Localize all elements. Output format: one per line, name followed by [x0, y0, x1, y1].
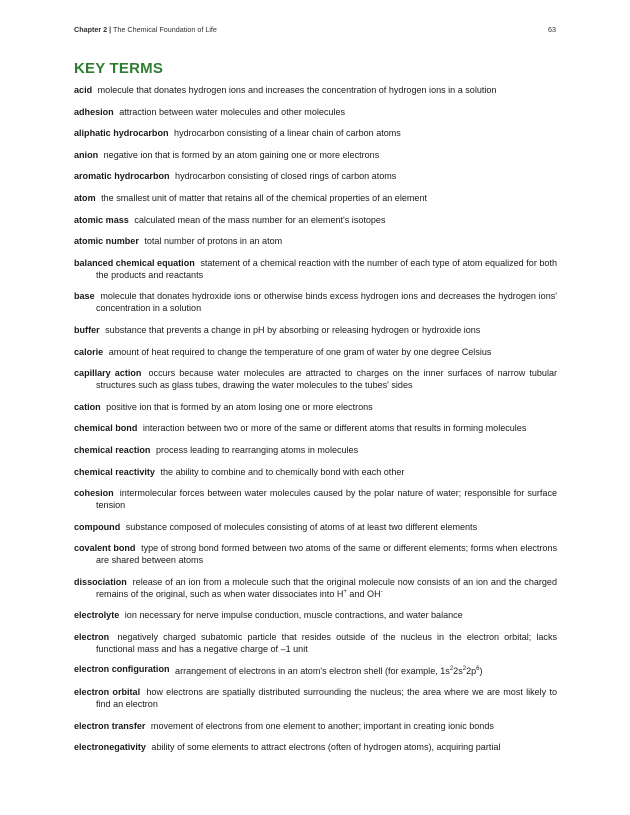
term: atomic number: [74, 236, 139, 247]
definition-text: ): [479, 665, 483, 676]
definition: substance that prevents a change in pH by absorbing or releasing hydrogen or hydroxide ions: [105, 324, 481, 335]
chapter-label: [74, 25, 217, 34]
definition: molecule that donates hydroxide ions or otherwise binds excess hydrogen ions and decreases the hydrogen ions' concentration in a solution: [96, 291, 557, 314]
glossary-entry: [74, 214, 557, 226]
glossary-entry: [74, 609, 557, 621]
definition: attraction between water molecules and other molecules: [119, 106, 346, 117]
definition: ability of some elements to attract electrons (often of hydrogen atoms), acquiring partial: [151, 742, 501, 753]
definition: hydrocarbon consisting of a linear chain of carbon atoms: [174, 128, 401, 139]
definition: how electrons are spatially distributed surrounding the nucleus; the area where we are most likely to find an electron: [96, 687, 557, 710]
definition: the smallest unit of matter that retains all of the chemical properties of an element: [101, 192, 427, 203]
superscript: -: [380, 588, 383, 595]
term: adhesion: [74, 106, 114, 117]
glossary-entry: [74, 631, 557, 655]
header-separator: |: [109, 25, 112, 34]
term: chemical reaction: [74, 444, 151, 455]
definition: intermolecular forces between water molecules caused by the polar nature of water; responsible for surface tension: [96, 488, 557, 511]
running-header: [74, 25, 556, 37]
definition: negatively charged subatomic particle that resides outside of the nucleus in the electron orbital; lacks functional mass and has a negative charge of –1 unit: [96, 632, 557, 655]
term: anion: [74, 149, 99, 160]
term: atomic mass: [74, 214, 129, 225]
glossary-entry: [74, 665, 557, 677]
term: compound: [74, 521, 121, 532]
definition: total number of protons in an atom: [144, 236, 283, 247]
definition: amount of heat required to change the temperature of one gram of water by one degree Celsius: [108, 346, 492, 357]
glossary-entry: [74, 106, 557, 118]
superscript: +: [343, 588, 347, 595]
glossary-entry: [74, 170, 557, 182]
glossary-entry: [74, 235, 557, 247]
definition: molecule that donates hydrogen ions and increases the concentration of hydrogen ions in a solution: [97, 85, 497, 95]
term: cohesion: [74, 488, 114, 499]
superscript: 2: [462, 665, 467, 672]
glossary-list: [74, 84, 557, 763]
term: chemical bond: [74, 423, 138, 434]
term: cation: [74, 401, 101, 412]
glossary-entry: [74, 487, 557, 511]
glossary-entry: [74, 324, 557, 336]
definition: calculated mean of the mass number for an element's isotopes: [134, 214, 386, 225]
definition: [96, 577, 557, 599]
term: dissociation: [74, 576, 127, 587]
term: electron configuration: [74, 663, 170, 674]
term: buffer: [74, 324, 100, 335]
section-title: KEY TERMS: [74, 60, 164, 77]
term: chemical reactivity: [74, 466, 155, 477]
glossary-entry: [74, 422, 557, 434]
glossary-entry: [74, 444, 557, 456]
definition: hydrocarbon consisting of closed rings of carbon atoms: [175, 171, 397, 182]
chapter-number: Chapter 2: [74, 25, 108, 34]
term: electron: [74, 632, 110, 643]
definition: type of strong bond formed between two atoms of the same or different elements; forms when electrons are shared between atoms: [96, 543, 557, 566]
term: electronegativity: [74, 742, 146, 753]
glossary-entry: [74, 192, 557, 204]
term: aliphatic hydrocarbon: [74, 128, 169, 139]
glossary-entry: [74, 720, 557, 732]
definition: process leading to rearranging atoms in molecules: [155, 444, 359, 455]
chapter-title: The Chemical Foundation of Life: [113, 25, 217, 34]
glossary-entry: [74, 346, 557, 358]
definition: occurs because water molecules are attracted to charges on the inner surfaces of narrow tubular structures such as glass tubes, drawing the water molecules to the tubes' sides: [96, 368, 558, 391]
term: electron orbital: [74, 687, 141, 698]
definition: substance composed of molecules consisting of atoms of at least two different elements: [125, 521, 478, 532]
definition: negative ion that is formed by an atom gaining one or more electrons: [103, 149, 380, 160]
glossary-entry: [74, 367, 557, 391]
definition: statement of a chemical reaction with the number of each type of atom equalized for both the products and reactants: [96, 257, 557, 280]
glossary-entry: [74, 466, 557, 478]
glossary-entry: [74, 686, 557, 710]
definition: positive ion that is formed by an atom losing one or more electrons: [106, 401, 373, 412]
term: capillary action: [74, 368, 142, 379]
definition-text: and OH: [346, 588, 381, 599]
term: base: [74, 291, 95, 302]
definition: interaction between two or more of the same or different atoms that results in forming molecules: [142, 423, 527, 434]
glossary-entry: [74, 521, 557, 533]
term: calorie: [74, 346, 104, 357]
definition-text: 2s: [453, 665, 463, 676]
glossary-entry: [74, 127, 557, 139]
term: aromatic hydrocarbon: [74, 171, 170, 182]
superscript: 6: [476, 665, 480, 672]
definition-text: release of an ion from a molecule such that the original molecule now consists of an ion and the charged remains of the original, such as when water dissociates into H: [96, 576, 557, 599]
glossary-entry: [74, 257, 557, 281]
glossary-entry: [74, 290, 557, 314]
definition: the ability to combine and to chemically bond with each other: [160, 466, 405, 477]
page-number: 63: [548, 25, 556, 34]
glossary-entry: [74, 149, 557, 161]
definition-text: arrangement of electrons in an atom's electron shell (for example, 1s: [175, 665, 450, 676]
term: balanced chemical equation: [74, 257, 195, 268]
term: atom: [74, 192, 96, 203]
superscript: 2: [449, 665, 454, 672]
definition-text: 2p: [466, 665, 477, 676]
glossary-entry: [74, 542, 557, 566]
term: electrolyte: [74, 610, 120, 621]
definition: [175, 666, 482, 676]
glossary-entry: [74, 84, 557, 96]
term: electron transfer: [74, 720, 146, 731]
term: covalent bond: [74, 543, 136, 554]
definition: ion necessary for nerve impulse conduction, muscle contractions, and water balance: [124, 610, 463, 621]
term: acid: [74, 85, 93, 95]
definition: movement of electrons from one element to another; important in creating ionic bonds: [150, 720, 494, 731]
glossary-entry: [74, 741, 557, 753]
glossary-entry: [74, 576, 557, 600]
glossary-entry: [74, 401, 557, 413]
